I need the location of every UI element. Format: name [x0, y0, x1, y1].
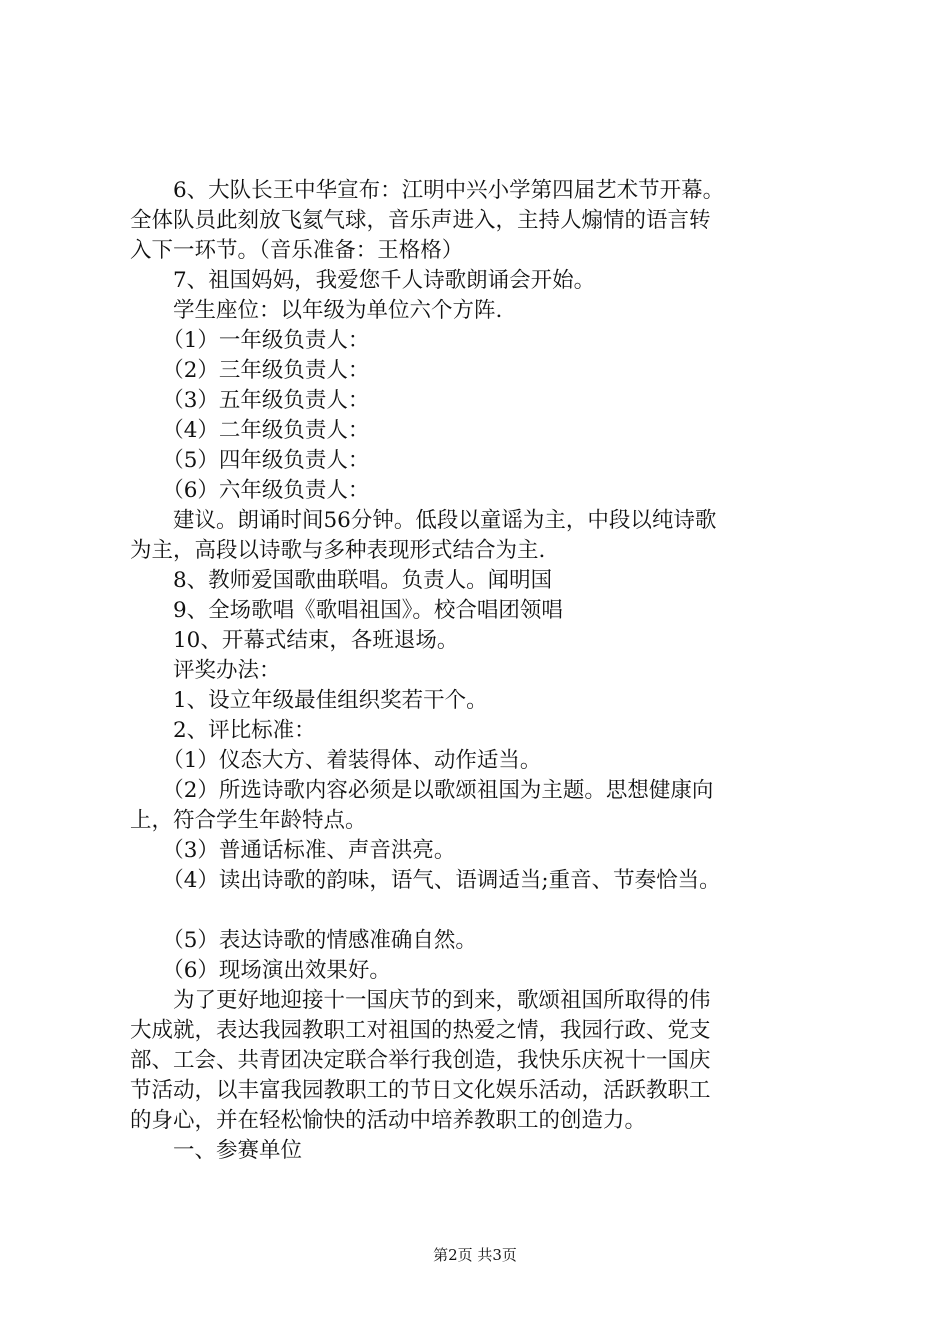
text-line: （6）六年级负责人：	[130, 478, 370, 503]
text-line: 6、大队长王中华宣布：江明中兴小学第四届艺术节开幕。	[130, 178, 725, 203]
text-line: 部、工会、共青团决定联合举行我创造，我快乐庆祝十一国庆	[130, 1048, 711, 1073]
text-line: 的身心，并在轻松愉快的活动中培养教职工的创造力。	[130, 1108, 647, 1133]
text-line: （4）二年级负责人：	[130, 418, 370, 443]
text-line: （1）一年级负责人：	[130, 328, 370, 353]
text-line: （5）四年级负责人：	[130, 448, 370, 473]
text-line: 建议。朗诵时间56分钟。低段以童谣为主，中段以纯诗歌	[130, 508, 717, 533]
text-line: 为主，高段以诗歌与多种表现形式结合为主.	[130, 538, 546, 563]
text-line: 8、教师爱国歌曲联唱。负责人。闻明国	[130, 568, 553, 593]
text-line: 10、开幕式结束，各班退场。	[130, 628, 459, 653]
text-line: 为了更好地迎接十一国庆节的到来，歌颂祖国所取得的伟	[130, 988, 711, 1013]
text-line: （2）三年级负责人：	[130, 358, 370, 383]
text-line: 大成就，表达我园教职工对祖国的热爱之情，我园行政、党支	[130, 1018, 711, 1043]
text-line: 评奖办法：	[130, 658, 281, 683]
text-line: 全体队员此刻放飞氦气球，音乐声进入，主持人煽情的语言转	[130, 208, 711, 233]
text-line: 2、评比标准：	[130, 718, 316, 743]
text-line: 节活动，以丰富我园教职工的节日文化娱乐活动，活跃教职工	[130, 1078, 711, 1103]
text-line: （1）仪态大方、着装得体、动作适当。	[130, 748, 542, 773]
text-line: 一、参赛单位	[130, 1138, 303, 1163]
text-line: 7、祖国妈妈，我爱您千人诗歌朗诵会开始。	[130, 268, 596, 293]
text-line: （6）现场演出效果好。	[130, 958, 391, 983]
text-line: 上，符合学生年龄特点。	[130, 808, 367, 833]
text-line: （3）五年级负责人：	[130, 388, 370, 413]
text-line: （4）读出诗歌的韵味，语气、语调适当;重音、节奏恰当。	[130, 868, 721, 893]
text-line: （5）表达诗歌的情感准确自然。	[130, 928, 477, 953]
page-footer: 第2页 共3页	[433, 1246, 517, 1264]
text-line: 入下一环节。（音乐准备：王格格）	[130, 238, 464, 263]
text-line: （3）普通话标准、声音洪亮。	[130, 838, 456, 863]
text-line: 9、全场歌唱《歌唱祖国》。校合唱团领唱	[130, 598, 563, 623]
text-line: （2）所选诗歌内容必须是以歌颂祖国为主题。思想健康向	[130, 778, 714, 803]
text-line: 1、设立年级最佳组织奖若干个。	[130, 688, 488, 713]
text-line: 学生座位：以年级为单位六个方阵.	[130, 298, 503, 323]
